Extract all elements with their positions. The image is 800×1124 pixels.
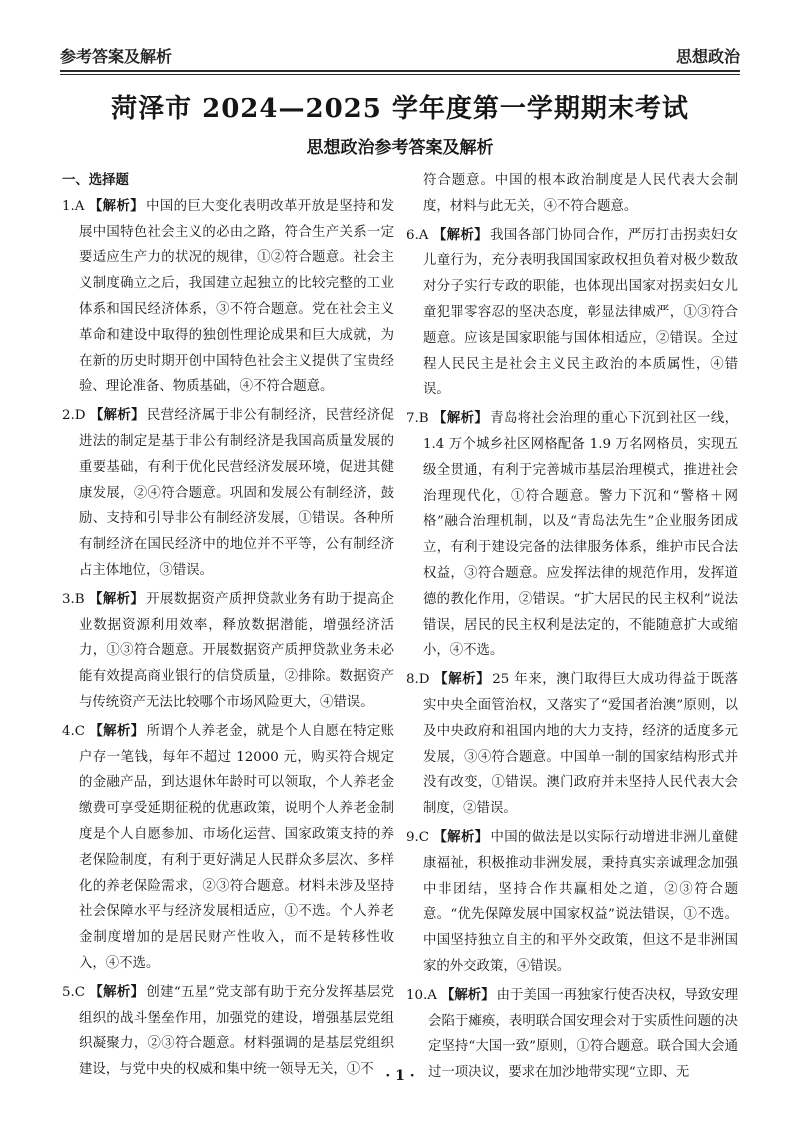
answer-letter: C (74, 984, 86, 1000)
question-number: 4. (62, 723, 75, 739)
question-number: 8. (406, 672, 419, 688)
answer-letter: D (74, 408, 86, 424)
answer-letter: C (418, 829, 430, 845)
analysis-text: 25 年来，澳门取得巨大成功得益于既落实中央全面管治权，又落实了“爱国者治澳”原则，以及中央政府和祖国内地的大力支持，经济的适度多元发展，③④符合题意。中国单一制的国家结构形式并没有改变，①错误。澳门政府并未坚持人民代表大会制度，②错误。 (423, 672, 739, 817)
analysis-text: 中国的巨大变化表明改革开放是坚持和发展中国特色社会主义的必由之路，符合生产关系一定要适应生产力的状况的规律，①②符合题意。社会主义制度确立之后，我国建立起独立的比较完整的工业体系和国民经济体系，③不符合题意。党在社会主义革命和建设中取得的独创性理论成果和巨大成就，为在新的历史时期开创中国特色社会主义提供了宝贵经验、理论准备、物质基础，④不符合题意。 (79, 198, 395, 395)
answer-letter: A (74, 198, 85, 214)
answer-letter: D (418, 672, 430, 688)
analysis-tag: 【解析】 (89, 722, 145, 739)
analysis-text: 中国的做法是以实际行动增进非洲儿童健康福祉，积极推动非洲发展，秉持真实亲诚理念加强中非团结，坚持合作共赢相处之道，②③符合题意。“优先保障发展中国家权益”说法错误，①不选。中国坚持独立自主的和平外交政策，但这不是非洲国家的外交政策，④错误。 (423, 829, 739, 974)
question-1 (62, 194, 394, 400)
question-number: 6. (406, 227, 419, 243)
page-number: · 1 · (385, 1068, 415, 1084)
analysis-tag: 【解析】 (432, 410, 489, 427)
analysis-text: 由于美国一再独家行使否决权，导致安理会陷于瘫痪，表明联合国安理会对于实质性问题的决定坚持“大国一致”原则，①符合题意。联合国大会通过一项决议，要求在加沙地带实现“立即、无 (428, 987, 739, 1081)
question-4 (62, 719, 394, 977)
analysis-text: 创建“五星”党支部有助于充分发挥基层党组织的战斗堡垒作用，加强党的建设，增强基层党组织凝聚力，②③符合题意。材料强调的是基层党组织建设，与党中央的权威和集中统一领导无关，①不 (79, 984, 394, 1078)
header-rule-thin (60, 74, 740, 75)
question-7 (406, 406, 738, 664)
analysis-text: 青岛将社会治理的重心下沉到社区一线，1.4 万个城乡社区网格配备 1.9 万名网格员，实现五级全贯通，有利于完善城市基层治理模式，推进社会治理现代化，①符合题意。警力下沉和“警格＋网格”融合治理机制，以及“青岛法先生”企业服务团成立，有利于建设完备的法律服务体系，维护市民合法权益，③符合题意。应发挥法律的规范作用，发挥道德的教化作用，②错误。“扩大居民的民主权利”说法错误，居民的民主权利是法定的，不能随意扩大或缩小，④不选。 (423, 411, 739, 659)
header-left-label: 参考答案及解析 (60, 47, 173, 66)
question-number: 1. (62, 198, 75, 214)
analysis-tag: 【解析】 (433, 828, 489, 845)
analysis-tag: 【解析】 (433, 671, 491, 688)
question-6 (406, 223, 738, 404)
analysis-text: 我国各部门协同合作，严厉打击拐卖妇女儿童行为，充分表明我国国家政权担负着对极少数敌对分子实行专政的职能，也体现出国家对拐卖妇女儿童犯罪零容忍的坚决态度，彰显法律威严，①③符合题意。应该是国家职能与国体相适应，②错误。全过程人民民主是社会主义民主政治的本质属性，④错误。 (423, 227, 739, 398)
analysis-text: 民营经济属于非公有制经济，民营经济促进法的制定是基于非公有制经济是我国高质量发展的重要基础，有利于优化民营经济发展环境，促进其健康发展，②④符合题意。巩固和发展公有制经济，鼓励、支持和引导非公有制经济发展，①错误。各种所有制经济在国民经济中的地位并不平等，公有制经济占主体地位，③错误。 (79, 408, 395, 578)
analysis-tag: 【解析】 (89, 407, 145, 424)
question-2 (62, 403, 394, 584)
page-header (60, 44, 740, 67)
analysis-tag: 【解析】 (432, 226, 489, 243)
header-right-label: 思想政治 (675, 47, 740, 66)
document-subtitle: 思想政治参考答案及解析 (306, 138, 494, 158)
question-8 (406, 667, 738, 822)
answer-letter: A (418, 227, 429, 243)
question-3 (62, 587, 394, 716)
right-column (406, 168, 738, 1089)
answer-letter: B (418, 411, 429, 427)
question-5-continued: 符合题意。中国的根本政治制度是人民代表大会制度，材料与此无关，④不符合题意。 (423, 173, 738, 214)
question-number: 9. (406, 829, 419, 845)
analysis-text: 开展数据资产质押贷款业务有助于提高企业数据资源利用效率，释放数据潜能，增强经济活力，①③符合题意。开展数据资产质押贷款业务未必能有效提高商业银行的信贷质量，②排除。数据资产与传统资产无法比较哪个市场风险更大，④错误。 (79, 591, 395, 710)
section-heading: 一、选择题 (62, 172, 129, 188)
analysis-text: 所谓个人养老金，就是个人自愿在特定账户存一笔钱，每年不超过 12000 元，购买符合规定的金融产品，到达退休年龄时可以领取，个人养老金缴费可享受延期征税的优惠政策，说明个人养老金制度是个人自愿参加、市场化运营、国家政策支持的养老保险制度，有利于更好满足人民群众多层次、多样化的养老保险需求，②③符合题意。材料未涉及坚持社会保障水平与经济发展相适应，①不选。个人养老金制度增加的是居民财产性收入，而不是转移性收入，④不选。 (79, 723, 395, 971)
left-column (62, 168, 394, 1086)
answer-letter: A (427, 987, 437, 1003)
document-title: 菏泽市 2024—2025 学年度第一学期期末考试 (111, 94, 689, 124)
question-number: 5. (62, 984, 75, 1000)
answer-letter: C (74, 723, 86, 739)
analysis-tag: 【解析】 (89, 983, 145, 1000)
question-number: 3. (62, 591, 75, 607)
answer-letter: B (74, 591, 85, 607)
question-number: 2. (62, 408, 75, 424)
analysis-tag: 【解析】 (88, 197, 145, 214)
analysis-tag: 【解析】 (440, 986, 495, 1003)
analysis-tag: 【解析】 (88, 590, 145, 607)
question-number: 10. (406, 987, 428, 1003)
header-rule-thick (60, 70, 740, 72)
question-number: 7. (406, 411, 419, 427)
question-9 (406, 825, 738, 980)
